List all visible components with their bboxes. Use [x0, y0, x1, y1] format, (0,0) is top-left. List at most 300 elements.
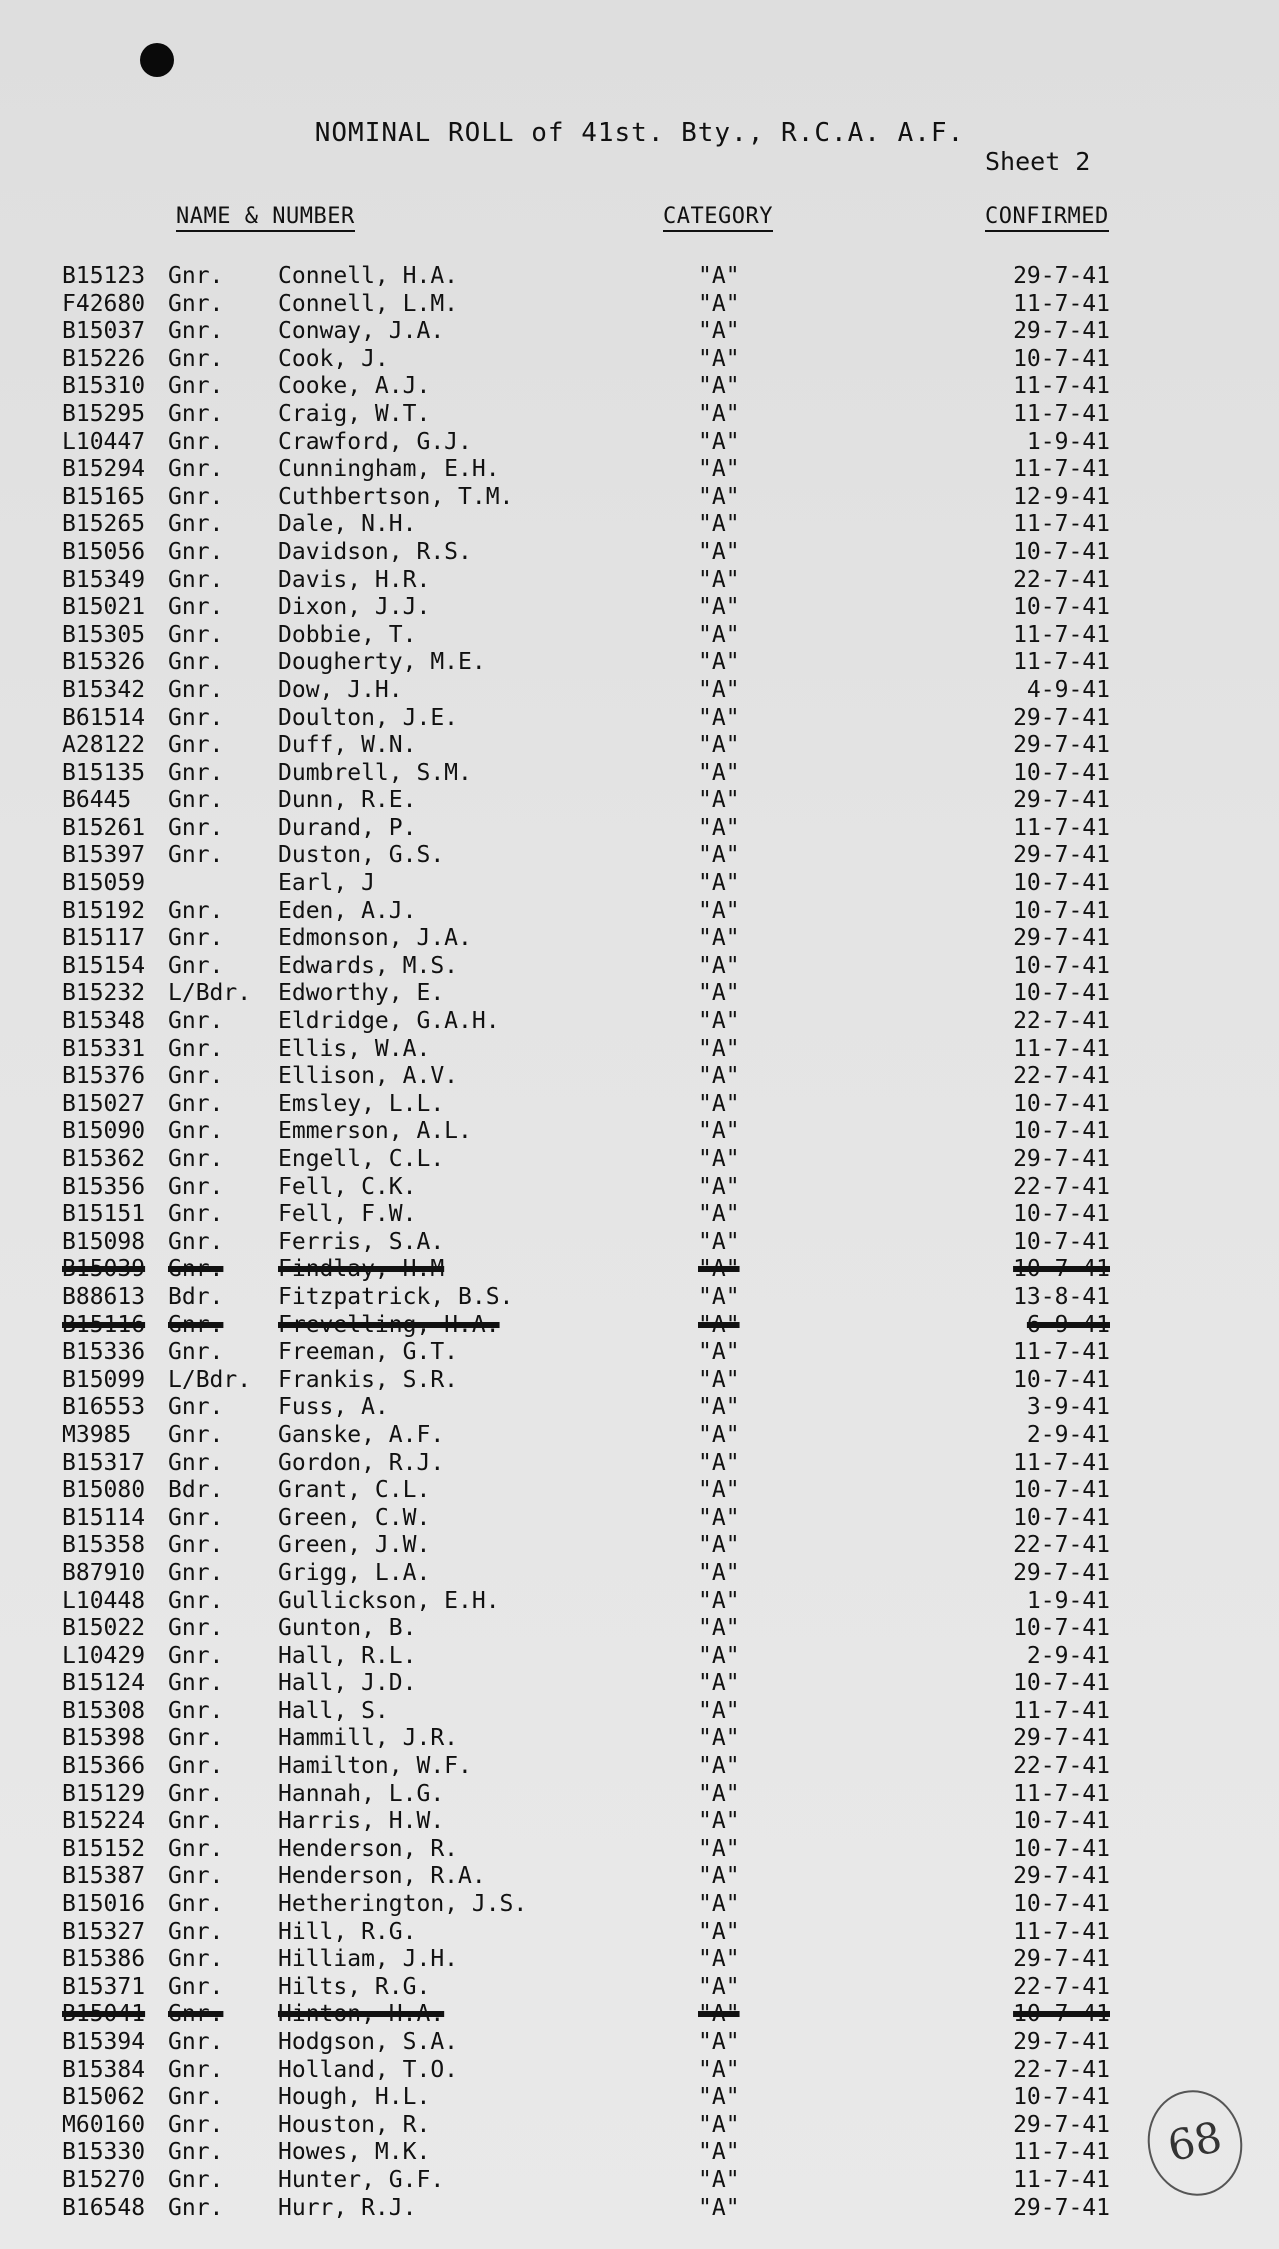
table-row: [0, 1891, 1279, 1919]
rank: Gnr.: [168, 897, 224, 924]
rank: Gnr.: [168, 1532, 224, 1559]
rank: Gnr.: [168, 290, 224, 317]
category: "A": [698, 1753, 740, 1780]
rank: Gnr.: [168, 1173, 224, 1200]
category: "A": [698, 1421, 740, 1448]
service-number: B15192: [62, 897, 146, 924]
soldier-name: Hilliam, J.H.: [278, 1946, 459, 1973]
category: "A": [698, 1835, 740, 1862]
rank: Gnr.: [168, 759, 224, 786]
table-row: [0, 2029, 1279, 2057]
service-number: B15123: [62, 263, 146, 289]
confirmed-date: 10-7-41: [1013, 1808, 1110, 1835]
confirmed-date: 11-7-41: [1013, 290, 1110, 317]
category: "A": [698, 1008, 740, 1035]
confirmed-date: 2-9-41: [1026, 1642, 1110, 1669]
category: "A": [698, 263, 740, 289]
rank: Gnr.: [168, 483, 224, 510]
rank: Gnr.: [168, 1394, 224, 1421]
table-row: [0, 1174, 1279, 1202]
soldier-name: Fell, C.K.: [278, 1173, 417, 1200]
category: "A": [698, 1090, 740, 1117]
table-row: [0, 2057, 1279, 2085]
category: "A": [698, 2139, 740, 2166]
table-row: [0, 760, 1279, 788]
rank: Gnr.: [168, 1118, 224, 1145]
service-number: B15331: [62, 1035, 146, 1062]
service-number: B15376: [62, 1063, 146, 1090]
category: "A": [698, 400, 740, 427]
confirmed-date: 10-7-41: [1013, 1201, 1110, 1228]
category: "A": [698, 511, 740, 538]
confirmed-date: 11-7-41: [1013, 373, 1110, 400]
rank: Gnr.: [168, 1008, 224, 1035]
confirmed-date: 29-7-41: [1013, 1559, 1110, 1586]
category: "A": [698, 1477, 740, 1504]
confirmed-date: 29-7-41: [1013, 2111, 1110, 2138]
category: "A": [698, 1146, 740, 1172]
soldier-name: Fuss, A.: [278, 1394, 389, 1421]
table-row: [0, 2001, 1279, 2029]
category: "A": [698, 1283, 740, 1310]
rank: Gnr.: [168, 814, 224, 841]
table-row: [0, 1450, 1279, 1478]
confirmed-date: 11-7-41: [1013, 400, 1110, 427]
confirmed-date: 4-9-41: [1026, 676, 1110, 703]
soldier-name: Eden, A.J.: [278, 897, 417, 924]
service-number: B15116: [62, 1311, 146, 1338]
table-row: [0, 511, 1279, 539]
service-number: B15037: [62, 318, 146, 345]
rank: Gnr.: [168, 1725, 224, 1752]
category: "A": [698, 566, 740, 593]
category: "A": [698, 1670, 740, 1697]
table-row: [0, 622, 1279, 650]
table-row: [0, 1725, 1279, 1753]
confirmed-date: 10-7-41: [1013, 1118, 1110, 1145]
category: "A": [698, 1366, 740, 1393]
service-number: B15384: [62, 2056, 146, 2083]
table-row: [0, 1394, 1279, 1422]
rank: Gnr.: [168, 621, 224, 648]
table-row: [0, 1339, 1279, 1367]
service-number: B15154: [62, 952, 146, 979]
rank: Gnr.: [168, 704, 224, 731]
service-number: B15039: [62, 1256, 146, 1283]
table-row: [0, 980, 1279, 1008]
category: "A": [698, 1642, 740, 1669]
table-row: [0, 1036, 1279, 1064]
category: "A": [698, 759, 740, 786]
table-row: [0, 539, 1279, 567]
category: "A": [698, 649, 740, 676]
soldier-name: Davidson, R.S.: [278, 538, 472, 565]
category: "A": [698, 428, 740, 455]
table-row: [0, 1532, 1279, 1560]
rank: Gnr.: [168, 1559, 224, 1586]
table-row: [0, 1588, 1279, 1616]
service-number: B15129: [62, 1780, 146, 1807]
rank: Gnr.: [168, 1504, 224, 1531]
service-number: B15397: [62, 842, 146, 869]
confirmed-date: 11-7-41: [1013, 1035, 1110, 1062]
confirmed-date: 13-8-41: [1013, 1283, 1110, 1310]
rank: Gnr.: [168, 566, 224, 593]
soldier-name: Craig, W.T.: [278, 400, 431, 427]
confirmed-date: 10-7-41: [1013, 759, 1110, 786]
category: "A": [698, 1449, 740, 1476]
service-number: B88613: [62, 1283, 146, 1310]
rank: Gnr.: [168, 787, 224, 814]
rank: Gnr.: [168, 1449, 224, 1476]
service-number: B15317: [62, 1449, 146, 1476]
service-number: B15041: [62, 2001, 146, 2028]
category: "A": [698, 1173, 740, 1200]
soldier-name: Eldridge, G.A.H.: [278, 1008, 500, 1035]
category: "A": [698, 1863, 740, 1890]
table-row: [0, 1201, 1279, 1229]
category: "A": [698, 1808, 740, 1835]
service-number: L10429: [62, 1642, 146, 1669]
category: "A": [698, 952, 740, 979]
rank: Gnr.: [168, 594, 224, 621]
service-number: B15386: [62, 1946, 146, 1973]
category: "A": [698, 787, 740, 814]
soldier-name: Duff, W.N.: [278, 732, 417, 759]
confirmed-date: 11-7-41: [1013, 621, 1110, 648]
service-number: B15059: [62, 870, 146, 897]
soldier-name: Frevelling, H.A.: [278, 1311, 500, 1338]
rank: Gnr.: [168, 1973, 224, 2000]
rank: Gnr.: [168, 345, 224, 372]
service-number: B15232: [62, 980, 146, 1007]
category: "A": [698, 2029, 740, 2055]
soldier-name: Crawford, G.J.: [278, 428, 472, 455]
soldier-name: Hammill, J.R.: [278, 1725, 459, 1752]
confirmed-date: 29-7-41: [1013, 842, 1110, 869]
category: "A": [698, 2194, 740, 2221]
soldier-name: Edwards, M.S.: [278, 952, 459, 979]
rank: L/Bdr.: [168, 980, 252, 1007]
category: "A": [698, 290, 740, 317]
soldier-name: Davis, H.R.: [278, 566, 431, 593]
category: "A": [698, 1559, 740, 1586]
confirmed-date: 22-7-41: [1013, 1973, 1110, 2000]
table-row: [0, 1118, 1279, 1146]
rank: Gnr.: [168, 1090, 224, 1117]
table-row: [0, 1312, 1279, 1340]
service-number: B15326: [62, 649, 146, 676]
soldier-name: Holland, T.O.: [278, 2056, 459, 2083]
table-row: [0, 1946, 1279, 1974]
service-number: B15308: [62, 1697, 146, 1724]
rank: Gnr.: [168, 1311, 224, 1338]
rank: Gnr.: [168, 1835, 224, 1862]
confirmed-date: 1-9-41: [1026, 1587, 1110, 1614]
confirmed-date: 11-7-41: [1013, 2139, 1110, 2166]
confirmed-date: 11-7-41: [1013, 511, 1110, 538]
service-number: B15387: [62, 1863, 146, 1890]
column-header-confirmed: CONFIRMED: [985, 204, 1109, 232]
sheet-label: Sheet 2: [985, 147, 1091, 176]
page-title: NOMINAL ROLL of 41st. Bty., R.C.A. A.F.: [314, 118, 965, 148]
rank: Gnr.: [168, 428, 224, 455]
soldier-name: Duston, G.S.: [278, 842, 445, 869]
rank: Gnr.: [168, 1946, 224, 1973]
confirmed-date: 10-7-41: [1013, 594, 1110, 621]
service-number: L10448: [62, 1587, 146, 1614]
confirmed-date: 22-7-41: [1013, 1753, 1110, 1780]
table-row: [0, 1256, 1279, 1284]
confirmed-date: 11-7-41: [1013, 649, 1110, 676]
table-row: [0, 649, 1279, 677]
table-row: [0, 1367, 1279, 1395]
category: "A": [698, 538, 740, 565]
service-number: B15151: [62, 1201, 146, 1228]
rank: Gnr.: [168, 1670, 224, 1697]
table-row: [0, 1146, 1279, 1174]
table-row: [0, 870, 1279, 898]
soldier-name: Cunningham, E.H.: [278, 456, 500, 483]
table-row: [0, 1753, 1279, 1781]
confirmed-date: 10-7-41: [1013, 897, 1110, 924]
table-row: [0, 1229, 1279, 1257]
service-number: B15135: [62, 759, 146, 786]
soldier-name: Hunter, G.F.: [278, 2166, 445, 2193]
service-number: B15152: [62, 1835, 146, 1862]
soldier-name: Grant, C.L.: [278, 1477, 431, 1504]
service-number: B15342: [62, 676, 146, 703]
category: "A": [698, 1946, 740, 1973]
category: "A": [698, 2056, 740, 2083]
service-number: B15327: [62, 1918, 146, 1945]
confirmed-date: 11-7-41: [1013, 1780, 1110, 1807]
table-row: [0, 2084, 1279, 2112]
category: "A": [698, 2001, 740, 2028]
table-row: [0, 1698, 1279, 1726]
service-number: B15295: [62, 400, 146, 427]
rank: Bdr.: [168, 1477, 224, 1504]
category: "A": [698, 897, 740, 924]
rank: Gnr.: [168, 1753, 224, 1780]
soldier-name: Henderson, R.A.: [278, 1863, 486, 1890]
soldier-name: Hough, H.L.: [278, 2084, 431, 2111]
service-number: B15270: [62, 2166, 146, 2193]
soldier-name: Hill, R.G.: [278, 1918, 417, 1945]
soldier-name: Hurr, R.J.: [278, 2194, 417, 2221]
column-header-name-number: NAME & NUMBER: [176, 204, 355, 232]
rank: Gnr.: [168, 2029, 224, 2055]
confirmed-date: 10-7-41: [1013, 1891, 1110, 1918]
category: "A": [698, 870, 740, 897]
service-number: B15224: [62, 1808, 146, 1835]
service-number: B15080: [62, 1477, 146, 1504]
table-row: [0, 346, 1279, 374]
confirmed-date: 29-7-41: [1013, 925, 1110, 952]
category: "A": [698, 594, 740, 621]
service-number: F42680: [62, 290, 146, 317]
soldier-name: Frankis, S.R.: [278, 1366, 459, 1393]
category: "A": [698, 980, 740, 1007]
category: "A": [698, 1118, 740, 1145]
soldier-name: Connell, H.A.: [278, 263, 459, 289]
table-row: [0, 1808, 1279, 1836]
table-row: [0, 1422, 1279, 1450]
table-row: [0, 594, 1279, 622]
confirmed-date: 22-7-41: [1013, 1008, 1110, 1035]
column-header-category: CATEGORY: [663, 204, 773, 232]
soldier-name: Dougherty, M.E.: [278, 649, 486, 676]
category: "A": [698, 1394, 740, 1421]
service-number: B15056: [62, 538, 146, 565]
category: "A": [698, 373, 740, 400]
service-number: B15348: [62, 1008, 146, 1035]
service-number: B15310: [62, 373, 146, 400]
confirmed-date: 29-7-41: [1013, 787, 1110, 814]
confirmed-date: 29-7-41: [1013, 704, 1110, 731]
confirmed-date: 12-9-41: [1013, 483, 1110, 510]
table-row: [0, 2112, 1279, 2140]
rank: Gnr.: [168, 1808, 224, 1835]
service-number: B15165: [62, 483, 146, 510]
confirmed-date: 11-7-41: [1013, 1339, 1110, 1366]
service-number: B15022: [62, 1615, 146, 1642]
category: "A": [698, 704, 740, 731]
soldier-name: Ganske, A.F.: [278, 1421, 445, 1448]
rank: Gnr.: [168, 1256, 224, 1283]
rank: Gnr.: [168, 952, 224, 979]
soldier-name: Dixon, J.J.: [278, 594, 431, 621]
rank: L/Bdr.: [168, 1366, 252, 1393]
service-number: L10447: [62, 428, 146, 455]
soldier-name: Fitzpatrick, B.S.: [278, 1283, 514, 1310]
table-row: [0, 677, 1279, 705]
table-row: [0, 1284, 1279, 1312]
service-number: B15226: [62, 345, 146, 372]
category: "A": [698, 1697, 740, 1724]
category: "A": [698, 1311, 740, 1338]
table-row: [0, 401, 1279, 429]
rank: Gnr.: [168, 1201, 224, 1228]
rank: Gnr.: [168, 1063, 224, 1090]
table-row: [0, 1836, 1279, 1864]
confirmed-date: 29-7-41: [1013, 732, 1110, 759]
confirmed-date: 11-7-41: [1013, 814, 1110, 841]
table-row: [0, 263, 1279, 291]
category: "A": [698, 1339, 740, 1366]
confirmed-date: 11-7-41: [1013, 456, 1110, 483]
confirmed-date: 10-7-41: [1013, 538, 1110, 565]
confirmed-date: 6-9-41: [1026, 1311, 1110, 1338]
rank: Gnr.: [168, 1421, 224, 1448]
table-row: [0, 1008, 1279, 1036]
category: "A": [698, 1725, 740, 1752]
service-number: B15027: [62, 1090, 146, 1117]
soldier-name: Dow, J.H.: [278, 676, 403, 703]
soldier-name: Hamilton, W.F.: [278, 1753, 472, 1780]
confirmed-date: 29-7-41: [1013, 2029, 1110, 2055]
confirmed-date: 10-7-41: [1013, 1090, 1110, 1117]
category: "A": [698, 1780, 740, 1807]
confirmed-date: 1-9-41: [1026, 428, 1110, 455]
soldier-name: Green, J.W.: [278, 1532, 431, 1559]
service-number: B15124: [62, 1670, 146, 1697]
category: "A": [698, 345, 740, 372]
table-row: [0, 815, 1279, 843]
service-number: B15394: [62, 2029, 146, 2055]
service-number: B16553: [62, 1394, 146, 1421]
service-number: M3985: [62, 1421, 132, 1448]
table-row: [0, 1505, 1279, 1533]
table-row: [0, 705, 1279, 733]
confirmed-date: 11-7-41: [1013, 1697, 1110, 1724]
confirmed-date: 29-7-41: [1013, 263, 1110, 289]
soldier-name: Doulton, J.E.: [278, 704, 459, 731]
soldier-name: Howes, M.K.: [278, 2139, 431, 2166]
table-row: [0, 1091, 1279, 1119]
table-row: [0, 898, 1279, 926]
confirmed-date: 10-7-41: [1013, 1366, 1110, 1393]
soldier-name: Gullickson, E.H.: [278, 1587, 500, 1614]
service-number: B16548: [62, 2194, 146, 2221]
punch-hole: [140, 43, 174, 77]
category: "A": [698, 318, 740, 345]
service-number: B15016: [62, 1891, 146, 1918]
soldier-name: Freeman, G.T.: [278, 1339, 459, 1366]
table-row: [0, 925, 1279, 953]
soldier-name: Hall, S.: [278, 1697, 389, 1724]
table-row: [0, 953, 1279, 981]
service-number: B15366: [62, 1753, 146, 1780]
confirmed-date: 11-7-41: [1013, 2166, 1110, 2193]
confirmed-date: 29-7-41: [1013, 1946, 1110, 1973]
rank: Bdr.: [168, 1283, 224, 1310]
service-number: B15062: [62, 2084, 146, 2111]
confirmed-date: 22-7-41: [1013, 1173, 1110, 1200]
confirmed-date: 10-7-41: [1013, 1256, 1110, 1283]
rank: Gnr.: [168, 2001, 224, 2028]
soldier-name: Hetherington, J.S.: [278, 1891, 528, 1918]
table-row: [0, 2195, 1279, 2223]
soldier-name: Houston, R.: [278, 2111, 431, 2138]
soldier-name: Harris, H.W.: [278, 1808, 445, 1835]
confirmed-date: 22-7-41: [1013, 1063, 1110, 1090]
table-row: [0, 1560, 1279, 1588]
table-row: [0, 2139, 1279, 2167]
soldier-name: Hilts, R.G.: [278, 1973, 431, 2000]
service-number: B15398: [62, 1725, 146, 1752]
category: "A": [698, 1532, 740, 1559]
rank: Gnr.: [168, 2139, 224, 2166]
soldier-name: Emmerson, A.L.: [278, 1118, 472, 1145]
soldier-name: Dobbie, T.: [278, 621, 417, 648]
confirmed-date: 10-7-41: [1013, 1477, 1110, 1504]
table-row: [0, 732, 1279, 760]
service-number: B15099: [62, 1366, 146, 1393]
category: "A": [698, 1891, 740, 1918]
handwritten-page-number: 68: [1138, 2081, 1252, 2204]
service-number: B15294: [62, 456, 146, 483]
table-row: [0, 2167, 1279, 2195]
table-row: [0, 567, 1279, 595]
table-row: [0, 373, 1279, 401]
category: "A": [698, 1256, 740, 1283]
table-row: [0, 1863, 1279, 1891]
table-row: [0, 1063, 1279, 1091]
category: "A": [698, 2166, 740, 2193]
category: "A": [698, 842, 740, 869]
rank: Gnr.: [168, 1642, 224, 1669]
